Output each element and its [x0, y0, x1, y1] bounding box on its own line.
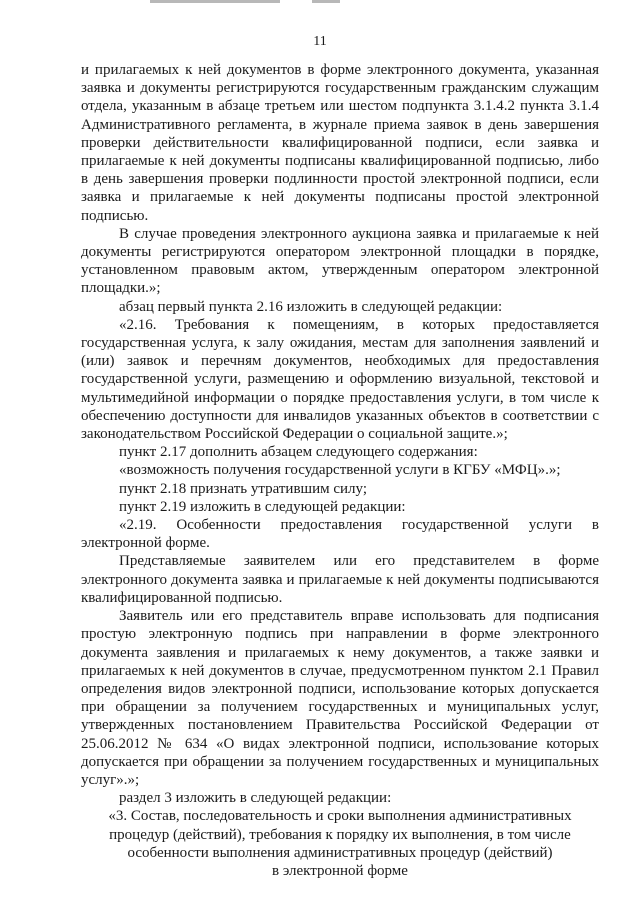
paragraph-instruction: абзац первый пункта 2.16 изложить в следующей редакции: [119, 298, 503, 315]
heading-line: «3. Состав, последовательность и сроки выполнения административных [108, 808, 572, 825]
scan-artifact [312, 0, 340, 3]
paragraph-2-19: «2.19. Особенности предоставления государственной услуги в электронной форме. [81, 517, 599, 552]
heading-line: процедур (действий), требования к порядку их выполнения, в том числе [109, 826, 571, 843]
paragraph-continuation: и прилагаемых к ней документов в форме электронного документа, указанная заявка и документы регистрируются государственным гражданским служащим отдела, указанным в абзаце третьем или шестом подпункта 3.1.4.2 пункта 3.1.4 Административного регламента, в журнале приема заявок в день завершения проверки действительности квалифицированной подписи, если заявка и прилагаемые к ней документы подписаны квалифицированной подписью, либо в день завершения проверки подлинности простой электронной подписи, если заявка и прилагаемые к ней документы подписаны простой электронной подписью. [81, 62, 599, 224]
paragraph-simple-signature: Заявитель или его представитель вправе использовать для подписания простую электронную подпись при направлении в форме электронного документа заявления и прилагаемых к нему документов, а также заявки и прилагаемых к ней документов в случае, предусмотренном пунктом 2.1 Правил определения видов электронной подписи, использование которых допускается при обращении за получением государственных и муниципальных услуг, утвержденных постановлением Правительства Российской Федерации от 25.06.2012 № 634 «О видах электронной подписи, использование которых допускается при обращении за получением государственных и муниципальных услуг».»; [81, 608, 599, 788]
paragraph-auction: В случае проведения электронного аукциона заявка и прилагаемые к ней документы регистрируются оператором электронной площадки в порядке, установленном правовым актом, утвержденным оператором электронной площадки.»; [81, 225, 599, 297]
section-3-heading [81, 807, 599, 880]
paragraph-instruction: раздел 3 изложить в следующей редакции: [119, 790, 392, 807]
paragraph-2-16: «2.16. Требования к помещениям, в которых предоставляется государственная услуга, к залу ожидания, местам для заполнения заявлений и (или) заявок и перечням документов, необходимых для предоставления государственной услуги, размещению и оформлению визуальной, текстовой и мультимедийной информации о порядке предоставления услуги, в том числе к обеспечению доступности для инвалидов указанных объектов в соответствии с законодательством Российской Федерации о социальной защите.»; [81, 316, 599, 443]
scan-artifact [150, 0, 280, 3]
heading-line: особенности выполнения административных процедур (действий) [127, 844, 553, 861]
page-number: 11 [313, 34, 327, 49]
document-body [81, 61, 599, 880]
heading-line: в электронной форме [272, 862, 408, 879]
paragraph-2-17-addition: «возможность получения государственной услуги в КГБУ «МФЦ».»; [119, 462, 561, 479]
paragraph-qualified-signature: Представляемые заявителем или его представителем в форме электронного документа заявка и прилагаемые к ней документы подписываются квалифицированной подписью. [81, 553, 599, 606]
paragraph-instruction: пункт 2.18 признать утратившим силу; [119, 480, 368, 497]
paragraph-instruction: пункт 2.19 изложить в следующей редакции: [119, 498, 406, 515]
paragraph-instruction: пункт 2.17 дополнить абзацем следующего содержания: [119, 444, 478, 461]
